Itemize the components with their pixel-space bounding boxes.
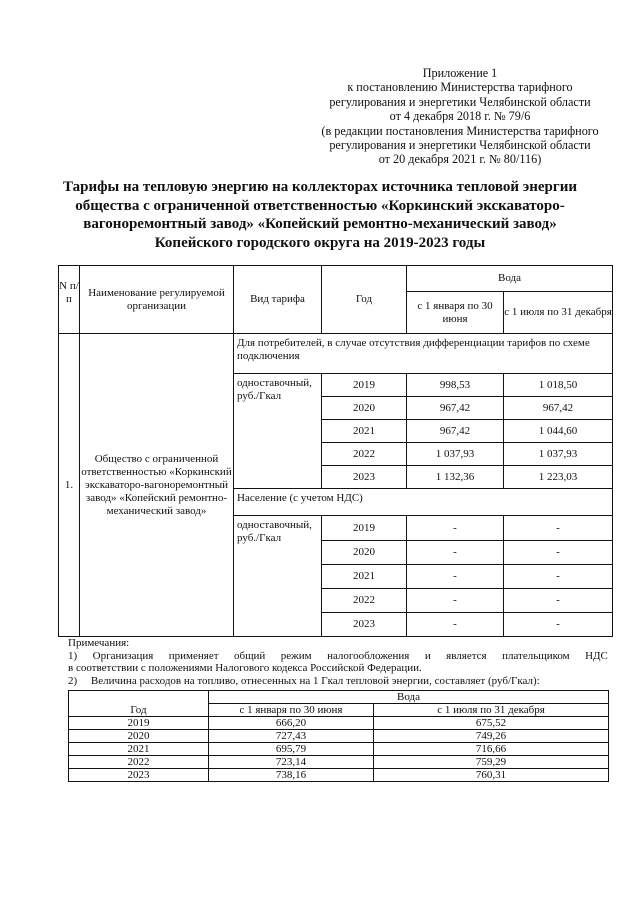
note-word: плательщиком	[502, 649, 570, 662]
header-water: Вода	[407, 266, 613, 292]
fuel-value: 666,20	[209, 717, 374, 730]
year-cell: 2019	[322, 374, 407, 397]
value-cell: -	[504, 589, 613, 613]
note-1-continuation: в соответствии с положениями Налогового кодекса Российской Федерации.	[68, 662, 422, 674]
notes	[68, 637, 608, 687]
fuel-header-period2: с 1 июля по 31 декабря	[374, 704, 609, 717]
value-cell: -	[407, 613, 504, 637]
annex-line: регулирования и энергетики Челябинской области	[329, 138, 591, 153]
value-cell: -	[504, 565, 613, 589]
value-cell: 998,53	[407, 374, 504, 397]
note-word: Организация	[92, 649, 154, 662]
fuel-value: 760,31	[374, 769, 609, 782]
header-year: Год	[322, 266, 407, 334]
value-cell: -	[407, 589, 504, 613]
year-cell: 2020	[322, 541, 407, 565]
annex-line: к постановлению Министерства тарифного	[347, 80, 573, 95]
fuel-value: 675,52	[374, 717, 609, 730]
fuel-value: 716,66	[374, 743, 609, 756]
section-title: Для потребителей, в случае отсутствия дифференциации тарифов по схеме подключения	[234, 334, 613, 374]
note-word: применяет	[168, 649, 219, 662]
value-cell: -	[504, 613, 613, 637]
fuel-year: 2021	[69, 743, 209, 756]
year-cell: 2019	[322, 516, 407, 541]
value-cell: 1 037,93	[407, 443, 504, 466]
value-cell: 1 037,93	[504, 443, 613, 466]
annex-line: (в редакции постановления Министерства тарифного	[321, 123, 599, 138]
fuel-year: 2023	[69, 769, 209, 782]
note-1	[68, 650, 608, 663]
fuel-value: 738,16	[209, 769, 374, 782]
notes-heading: Примечания:	[68, 637, 130, 649]
note-word: НДС	[585, 649, 608, 662]
fuel-header-year: Год	[69, 691, 209, 717]
fuel-value: 723,14	[209, 756, 374, 769]
note-word: и	[424, 649, 431, 662]
value-cell: 1 018,50	[504, 374, 613, 397]
value-cell: 1 223,03	[504, 466, 613, 489]
row-number: 1.	[59, 334, 80, 637]
value-cell: 1 044,60	[504, 420, 613, 443]
fuel-value: 749,26	[374, 730, 609, 743]
tariff-table	[58, 265, 613, 637]
title-line: вагоноремонтный завод» «Копейский ремонтно-механический завод»	[83, 216, 557, 232]
title-line: Тарифы на тепловую энергию на коллекторах источника тепловой энергии	[63, 179, 577, 195]
header-tariff: Вид тарифа	[234, 266, 322, 334]
year-cell: 2023	[322, 466, 407, 489]
annex-line: регулирования и энергетики Челябинской области	[329, 94, 591, 109]
tariff-type: одноставочный, руб./Гкал	[234, 516, 322, 637]
value-cell: 967,42	[407, 420, 504, 443]
year-cell: 2022	[322, 589, 407, 613]
document-title	[40, 178, 600, 252]
annex-header	[300, 66, 620, 167]
fuel-year: 2022	[69, 756, 209, 769]
value-cell: -	[407, 516, 504, 541]
note-word: режим	[280, 649, 312, 662]
header-num: N п/п	[59, 266, 80, 334]
annex-line: Приложение 1	[422, 66, 498, 80]
value-cell: -	[504, 541, 613, 565]
section-title: Население (с учетом НДС)	[234, 489, 613, 516]
value-cell: -	[407, 565, 504, 589]
note-word: 1)	[68, 649, 78, 662]
year-cell: 2021	[322, 420, 407, 443]
value-cell: 967,42	[407, 397, 504, 420]
header-period1: с 1 января по 30 июня	[407, 292, 504, 334]
header-period2: с 1 июля по 31 декабря	[504, 292, 613, 334]
fuel-value: 695,79	[209, 743, 374, 756]
note-2: 2) Величина расходов на топливо, отнесенных на 1 Гкал тепловой энергии, составляет (руб/Гкал):	[68, 674, 540, 687]
fuel-header-water: Вода	[209, 691, 609, 704]
year-cell: 2020	[322, 397, 407, 420]
fuel-year: 2020	[69, 730, 209, 743]
value-cell: -	[504, 516, 613, 541]
title-line: общества с ограниченной ответственностью «Коркинский экскаваторо-	[75, 197, 565, 214]
fuel-header-period1: с 1 января по 30 июня	[209, 704, 374, 717]
fuel-value: 759,29	[374, 756, 609, 769]
note-word: является	[446, 649, 487, 662]
value-cell: 967,42	[504, 397, 613, 420]
fuel-year: 2019	[69, 717, 209, 730]
year-cell: 2023	[322, 613, 407, 637]
year-cell: 2022	[322, 443, 407, 466]
value-cell: -	[407, 541, 504, 565]
year-cell: 2021	[322, 565, 407, 589]
note-word: общий	[233, 649, 266, 662]
fuel-cost-table	[68, 690, 609, 782]
fuel-value: 727,43	[209, 730, 374, 743]
value-cell: 1 132,36	[407, 466, 504, 489]
tariff-type: одноставочный, руб./Гкал	[234, 374, 322, 489]
annex-line: от 20 декабря 2021 г. № 80/116)	[378, 152, 542, 167]
title-line: Копейского городского округа на 2019-2023 годы	[154, 234, 486, 251]
header-org: Наименование регулируемой организации	[80, 266, 234, 334]
organization-name: Общество с ограниченной ответственностью «Коркинский экскаваторо-вагоноремонтный завод» «Копейский ремонтно-механический завод»	[80, 334, 234, 637]
annex-line: от 4 декабря 2018 г. № 79/6	[389, 109, 531, 124]
note-word: налогообложения	[327, 649, 410, 662]
